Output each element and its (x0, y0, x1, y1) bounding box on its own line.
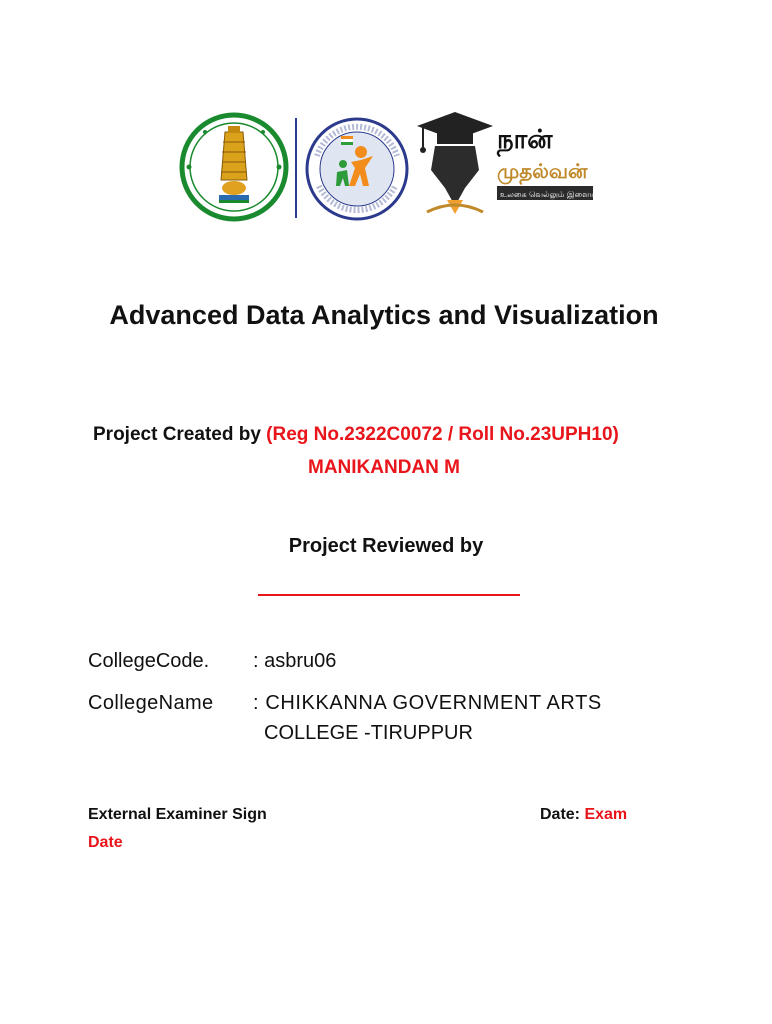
logo-divider (295, 118, 297, 218)
reviewer-signature-line (258, 594, 520, 596)
mudhalvan-text: முதல்வன் (497, 159, 588, 183)
tnsdc-logo (303, 116, 411, 222)
student-name: MANIKANDAN M (308, 457, 460, 478)
project-reviewed-by: Project Reviewed by (288, 535, 484, 557)
date-value-continued: Date (88, 834, 123, 851)
external-examiner-sign: External Examiner Sign (88, 806, 267, 823)
naan-text: நான் (497, 125, 553, 155)
exam-date (540, 806, 627, 824)
document-title: Advanced Data Analytics and Visualization (109, 300, 659, 330)
date-label: Date: (540, 806, 585, 823)
naan-mudhalvan-logo (417, 110, 630, 222)
naan-mudhalvan-tagline: உலகை வெல்லும் இளைய தமிழகம் (500, 190, 630, 199)
college-name-value-line2: COLLEGE -TIRUPPUR (264, 722, 473, 744)
college-name-row (88, 692, 602, 715)
college-name-value: : CHIKKANNA GOVERNMENT ARTS (253, 692, 602, 714)
project-created-by (93, 424, 619, 446)
logo-strip (175, 110, 630, 225)
tamil-nadu-emblem-logo (175, 110, 293, 225)
registration-numbers: (Reg No.2322C0072 / Roll No.23UPH10) (266, 424, 619, 445)
college-name-label: CollegeName (88, 692, 214, 714)
created-by-label: Project Created by (93, 424, 267, 445)
college-code-value: : asbru06 (253, 650, 337, 672)
college-code-label: CollegeCode. (88, 650, 210, 672)
college-code-row (88, 650, 336, 673)
date-value: Exam (584, 806, 628, 823)
